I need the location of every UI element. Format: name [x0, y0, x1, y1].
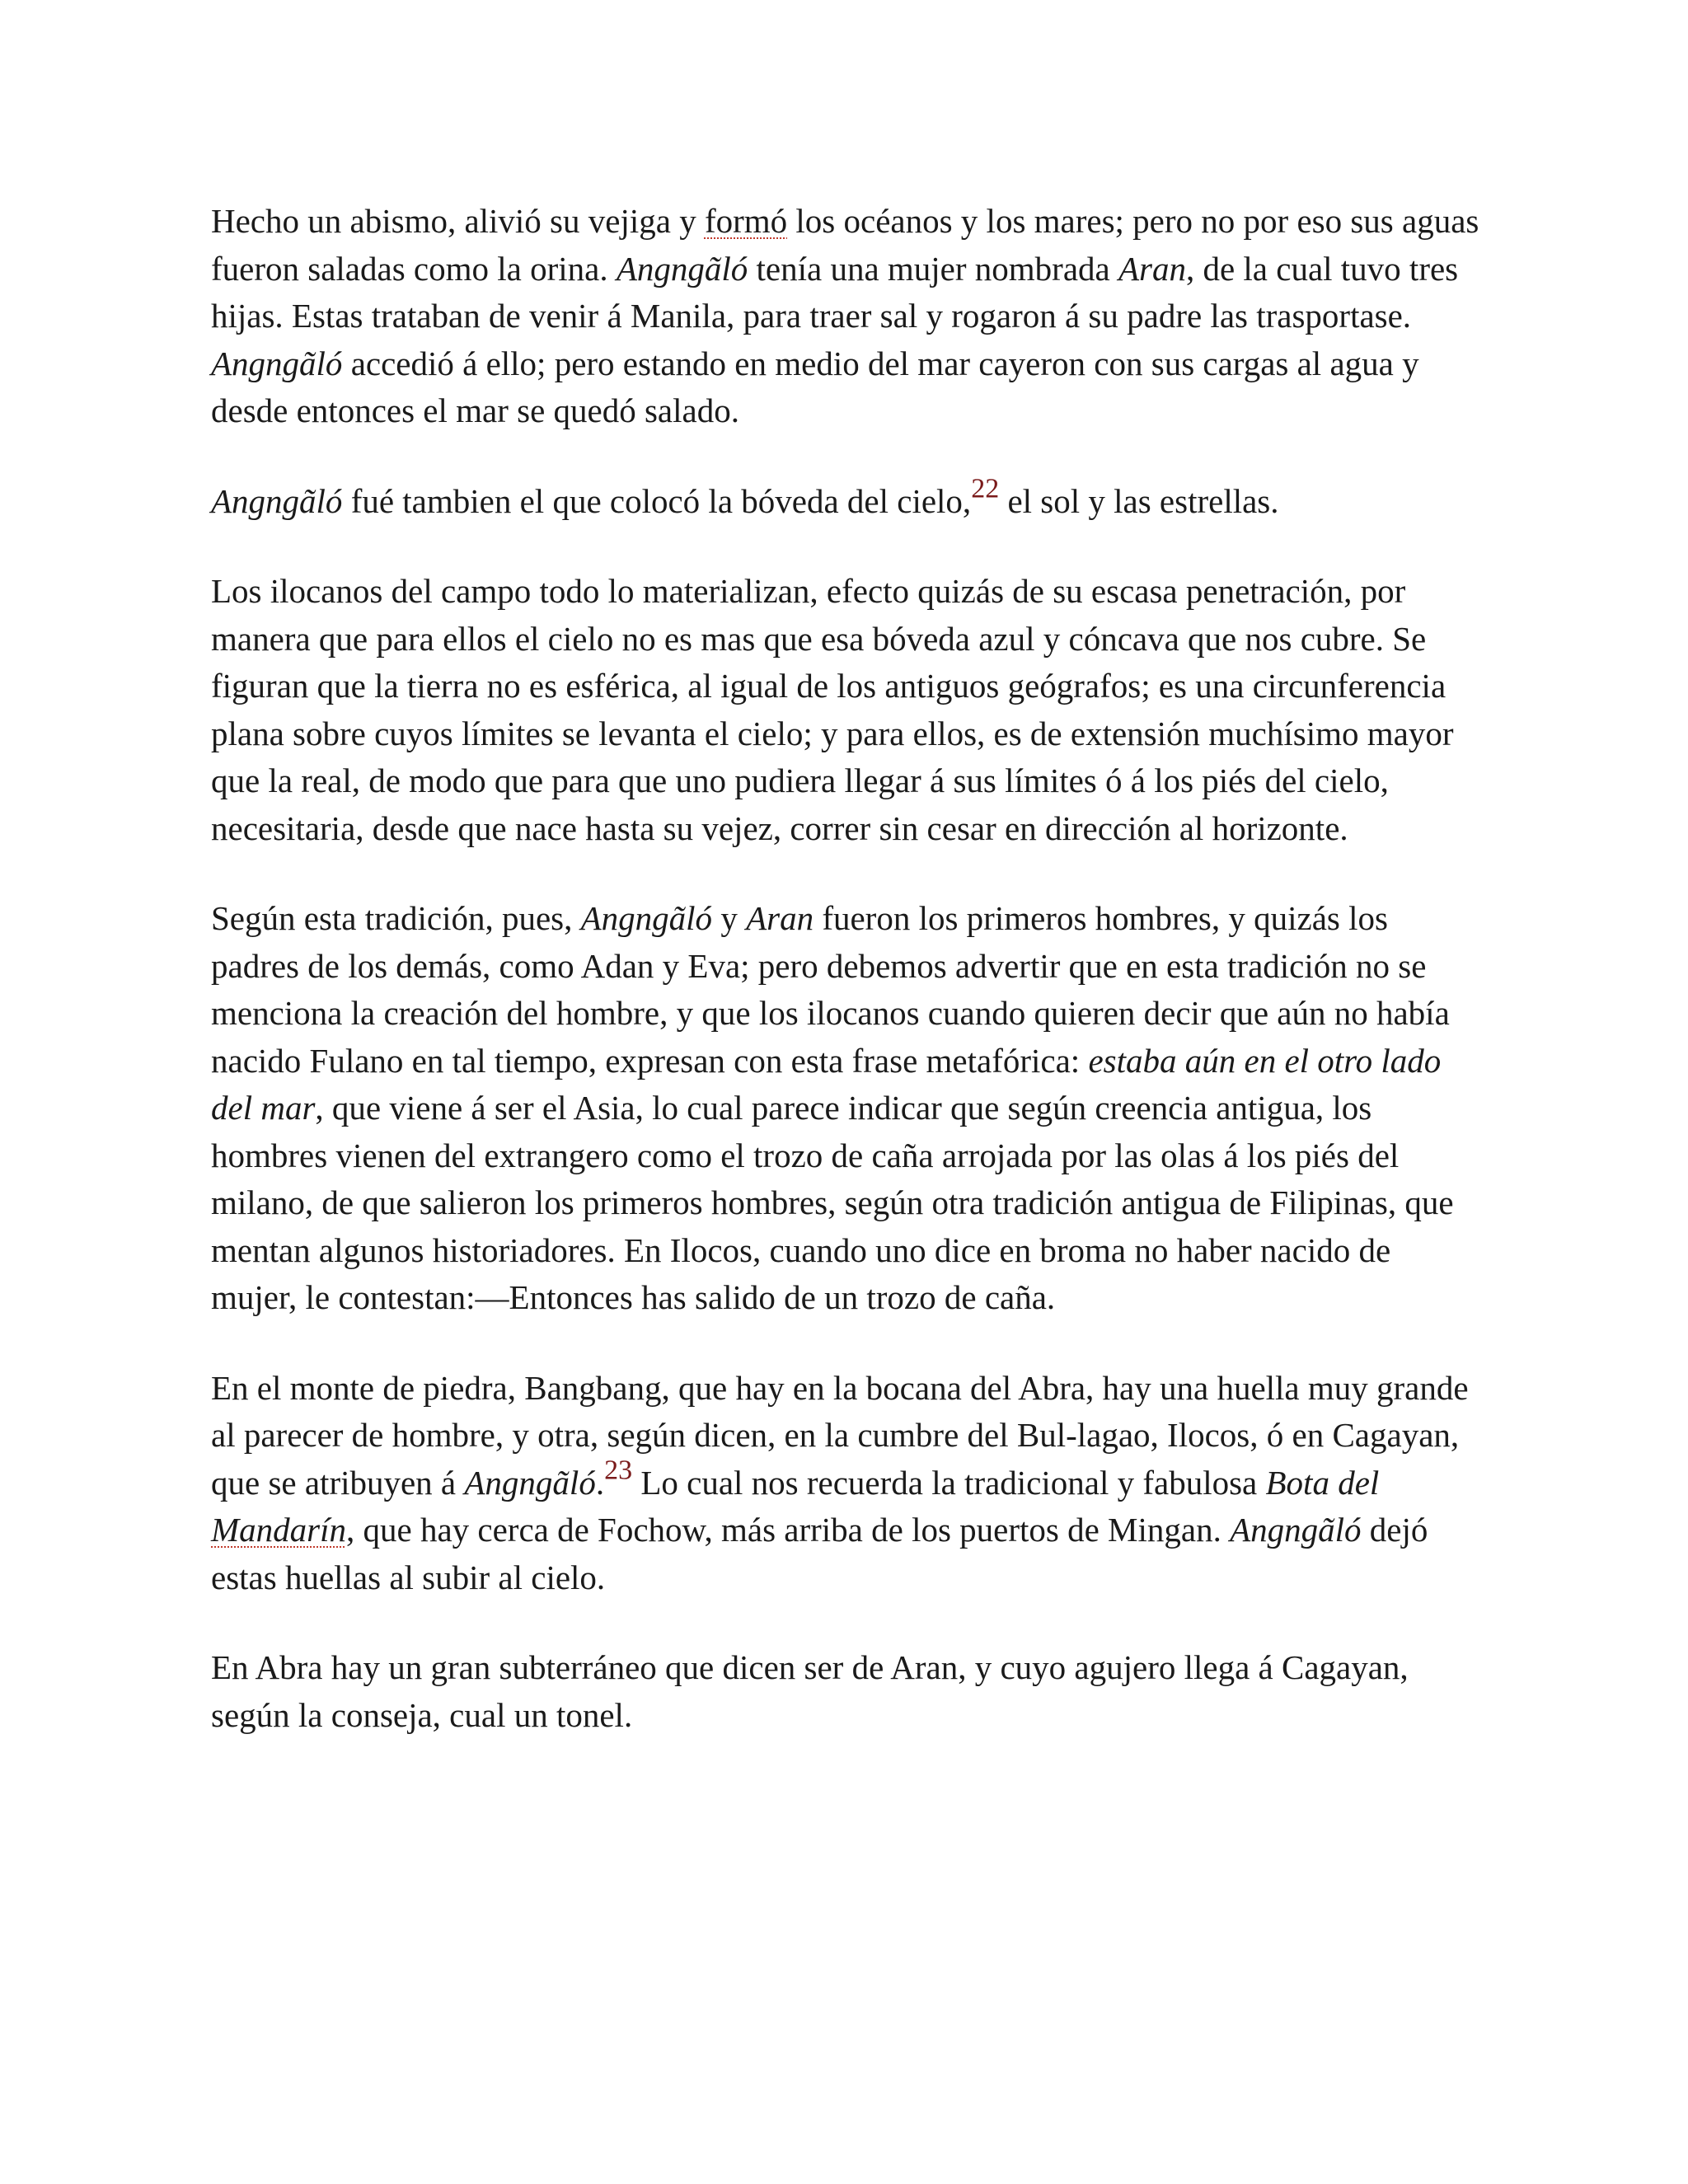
text-run: , de la cual tuvo tres hijas. Estas trataban de venir á Manila, para traer sal y rogaron á su padre las trasportase. — [211, 249, 1459, 335]
text-run: los océanos y los mares; pero no por eso sus aguas fueron saladas como la orina. — [211, 202, 1479, 288]
text-run: Los ilocanos del campo todo lo materializan, efecto quizás de su escasa penetración, por manera que para ellos el cielo no es mas que esa bóveda azul y cóncava que nos cubre. Se figuran que la tierra no es esférica, al igual de los antiguos geógrafos; es una circunferencia plana sobre cuyos límites se levanta el cielo; y para ellos, es de extensión muchísimo mayor que la real, de modo que para que uno pudiera llegar á sus límites ó á los piés del cielo, necesitaria, desde que nace hasta su vejez, correr sin cesar en dirección al horizonte. — [211, 572, 1454, 847]
text-run: el sol y las estrellas. — [999, 481, 1279, 520]
text-run: Según esta tradición, pues, — [211, 899, 581, 937]
paragraph-2 — [211, 472, 1480, 526]
text-run: Hecho un abismo, alivió su vejiga y — [211, 202, 705, 240]
text-run: Lo cual nos recuerda la tradicional y fabulosa — [632, 1463, 1266, 1502]
footnote-ref-23[interactable]: 23 — [604, 1454, 633, 1485]
text-run: fueron los primeros hombres, y quizás los padres de los demás, como Adan y Eva; pero debemos advertir que en esta tradición no se menciona la creación del hombre, y que los ilocanos cuando quieren decir que aún no había nacido Fulano en tal tiempo, expresan con esta frase metafórica: — [211, 899, 1450, 1080]
corrected-word: Mandarín — [211, 1511, 346, 1549]
italic-text: Aran — [746, 899, 814, 937]
text-run: , que viene á ser el Asia, lo cual parece indicar que según creencia antigua, los hombres vienen del extrangero como el trozo de caña arrojada por las olas á los piés del milano, de que salieron los primeros hombres, según otra tradición antigua de Filipinas, que mentan algunos historiadores. En Ilocos, cuando uno dice en broma no haber nacido de mujer, le contestan:—Entonces has salido de un trozo de caña. — [211, 1089, 1454, 1316]
italic-text: Bota del — [1265, 1463, 1380, 1502]
italic-text: Angngãló — [211, 481, 343, 520]
text-run: dejó estas huellas al subir al cielo. — [211, 1511, 1428, 1596]
text-run: En Abra hay un gran subterráneo que dicen ser de Aran, y cuyo agujero llega á Cagayan, según la conseja, cual un tonel. — [211, 1648, 1409, 1734]
italic-text: Angngãló — [464, 1463, 596, 1502]
footnote-ref-22[interactable]: 22 — [971, 472, 1000, 504]
italic-text: Aran — [1118, 249, 1186, 288]
italic-text: Angngãló — [616, 249, 748, 288]
paragraph-4 — [211, 895, 1480, 1322]
italic-text: Angngãló — [580, 899, 713, 937]
text-run: accedió á ello; pero estando en medio del mar cayeron con sus cargas al agua y desde entonces el mar se quedó salado. — [211, 344, 1419, 429]
text-run: . — [595, 1463, 605, 1502]
paragraph-6 — [211, 1644, 1480, 1739]
paragraph-1 — [211, 198, 1480, 435]
italic-text: estaba aún en el otro lado del mar — [211, 1041, 1442, 1127]
text-run: , que hay cerca de Fochow, más arriba de los puertos de Mingan. — [346, 1511, 1231, 1549]
text-run: y — [712, 899, 747, 937]
document-page — [211, 198, 1480, 1782]
paragraph-5 — [211, 1365, 1480, 1602]
text-run: En el monte de piedra, Bangbang, que hay en la bocana del Abra, hay una huella muy grande al parecer de hombre, y otra, según dicen, en la cumbre del Bul-lagao, Ilocos, ó en Cagayan, que se atribuyen á — [211, 1368, 1469, 1502]
paragraph-3 — [211, 568, 1480, 852]
italic-text: Angngãló — [211, 344, 343, 382]
text-run: tenía una mujer nombrada — [748, 249, 1118, 288]
italic-text: Angngãló — [1230, 1511, 1362, 1549]
text-run: fué tambien el que colocó la bóveda del cielo, — [342, 481, 972, 520]
corrected-word: formó — [704, 202, 788, 240]
